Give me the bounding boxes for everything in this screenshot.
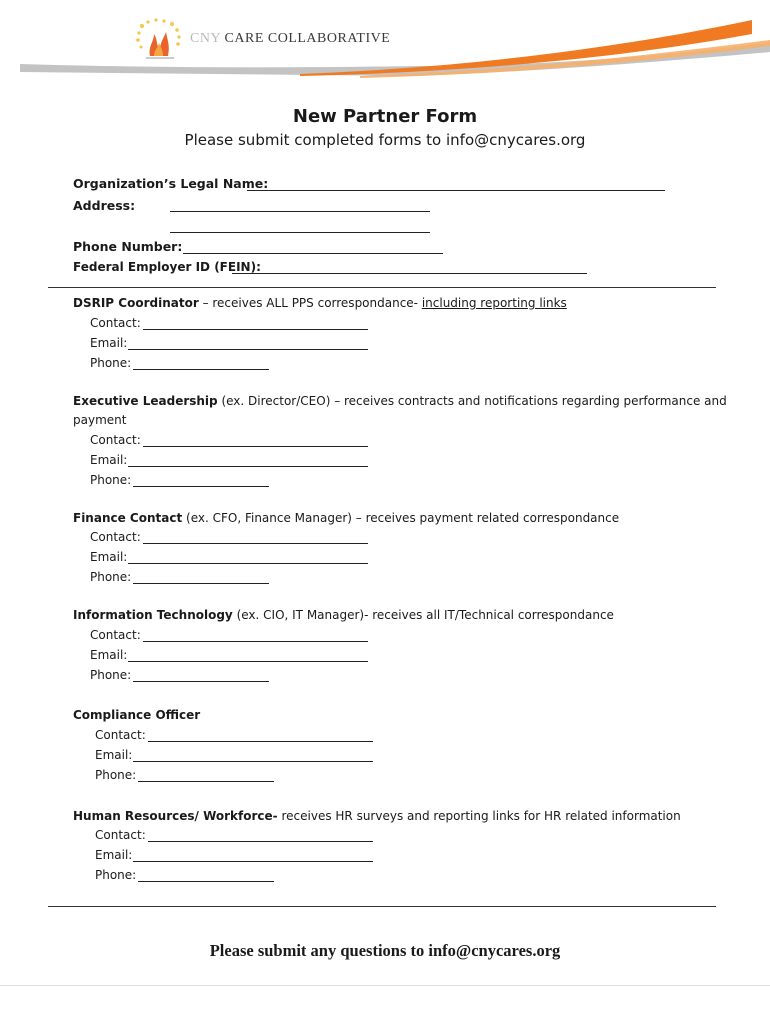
dsrip-email-label: Email: <box>90 336 128 350</box>
finance-phone-field[interactable] <box>133 583 269 584</box>
hr-contact-label: Contact: <box>95 828 146 842</box>
hr-phone-field[interactable] <box>138 881 274 882</box>
finance-contact-label: Contact: <box>90 530 141 544</box>
section-exec-desc-line2: payment <box>73 413 127 427</box>
dsrip-email-field[interactable] <box>128 349 368 350</box>
page-subtitle: Please submit completed forms to info@cnycares.org <box>184 131 586 149</box>
section-divider-top <box>48 287 716 288</box>
section-hr-heading <box>73 809 681 823</box>
it-contact-label: Contact: <box>90 628 141 642</box>
section-finance-heading <box>73 511 619 525</box>
section-hr-title: Human Resources/ Workforce- <box>73 809 278 823</box>
section-dsrip-desc: – receives ALL PPS correspondance- <box>198 296 422 310</box>
it-email-label: Email: <box>90 648 128 662</box>
phone-number-label: Phone Number: <box>73 239 183 254</box>
it-phone-label: Phone: <box>90 668 132 682</box>
compliance-email-field[interactable] <box>133 761 373 762</box>
page-title: New Partner Form <box>292 106 478 127</box>
finance-contact-field[interactable] <box>143 543 368 544</box>
phone-number-field[interactable] <box>183 253 443 254</box>
finance-phone-label: Phone: <box>90 570 132 584</box>
section-divider-bottom <box>48 906 716 907</box>
address-field-line1[interactable] <box>170 211 430 212</box>
footer-questions-text: Please submit any questions to info@cnycares.org <box>209 941 561 960</box>
logo-name: CARE COLLABORATIVE <box>224 31 391 46</box>
section-exec-desc: (ex. Director/CEO) – receives contracts and notifications regarding performance and <box>217 394 727 408</box>
exec-contact-field[interactable] <box>143 446 368 447</box>
section-it-desc: (ex. CIO, IT Manager)- receives all IT/Technical correspondance <box>232 608 614 622</box>
dsrip-contact-field[interactable] <box>143 329 368 330</box>
address-field-line2[interactable] <box>170 232 430 233</box>
org-legal-name-label: Organization’s Legal Name: <box>73 176 269 191</box>
section-finance-desc: (ex. CFO, Finance Manager) – receives payment related correspondance <box>182 511 620 525</box>
section-compliance-title: Compliance Officer <box>73 708 201 722</box>
it-phone-field[interactable] <box>133 681 269 682</box>
header-swoosh <box>0 12 770 84</box>
hr-email-field[interactable] <box>133 861 373 862</box>
exec-contact-label: Contact: <box>90 433 141 447</box>
section-hr-desc: receives HR surveys and reporting links for HR related information <box>277 809 681 823</box>
bottom-scan-edge <box>0 985 770 986</box>
it-email-field[interactable] <box>128 661 368 662</box>
section-dsrip-title: DSRIP Coordinator <box>73 296 199 310</box>
dsrip-contact-label: Contact: <box>90 316 141 330</box>
section-dsrip-heading <box>73 296 567 310</box>
section-exec-title: Executive Leadership <box>73 394 218 408</box>
hr-phone-label: Phone: <box>95 868 137 882</box>
hr-contact-field[interactable] <box>148 841 373 842</box>
fein-label: Federal Employer ID (FEIN): <box>73 260 261 274</box>
section-it-title: Information Technology <box>73 608 233 622</box>
it-contact-field[interactable] <box>143 641 368 642</box>
compliance-contact-label: Contact: <box>95 728 146 742</box>
fein-field[interactable] <box>232 273 587 274</box>
dsrip-phone-label: Phone: <box>90 356 132 370</box>
finance-email-field[interactable] <box>128 563 368 564</box>
section-exec-heading <box>73 394 727 408</box>
compliance-email-label: Email: <box>95 748 133 762</box>
section-dsrip-desc-underlined: including reporting links <box>421 296 567 310</box>
exec-email-label: Email: <box>90 453 128 467</box>
exec-phone-field[interactable] <box>133 486 269 487</box>
section-finance-title: Finance Contact <box>73 511 183 525</box>
finance-email-label: Email: <box>90 550 128 564</box>
hr-email-label: Email: <box>95 848 133 862</box>
compliance-contact-field[interactable] <box>148 741 373 742</box>
exec-phone-label: Phone: <box>90 473 132 487</box>
org-legal-name-field[interactable] <box>247 190 665 191</box>
compliance-phone-field[interactable] <box>138 781 274 782</box>
compliance-phone-label: Phone: <box>95 768 137 782</box>
exec-email-field[interactable] <box>128 466 368 467</box>
logo-prefix: CNY <box>190 31 221 46</box>
section-it-heading <box>73 608 614 622</box>
dsrip-phone-field[interactable] <box>133 369 269 370</box>
address-label: Address: <box>73 198 136 213</box>
